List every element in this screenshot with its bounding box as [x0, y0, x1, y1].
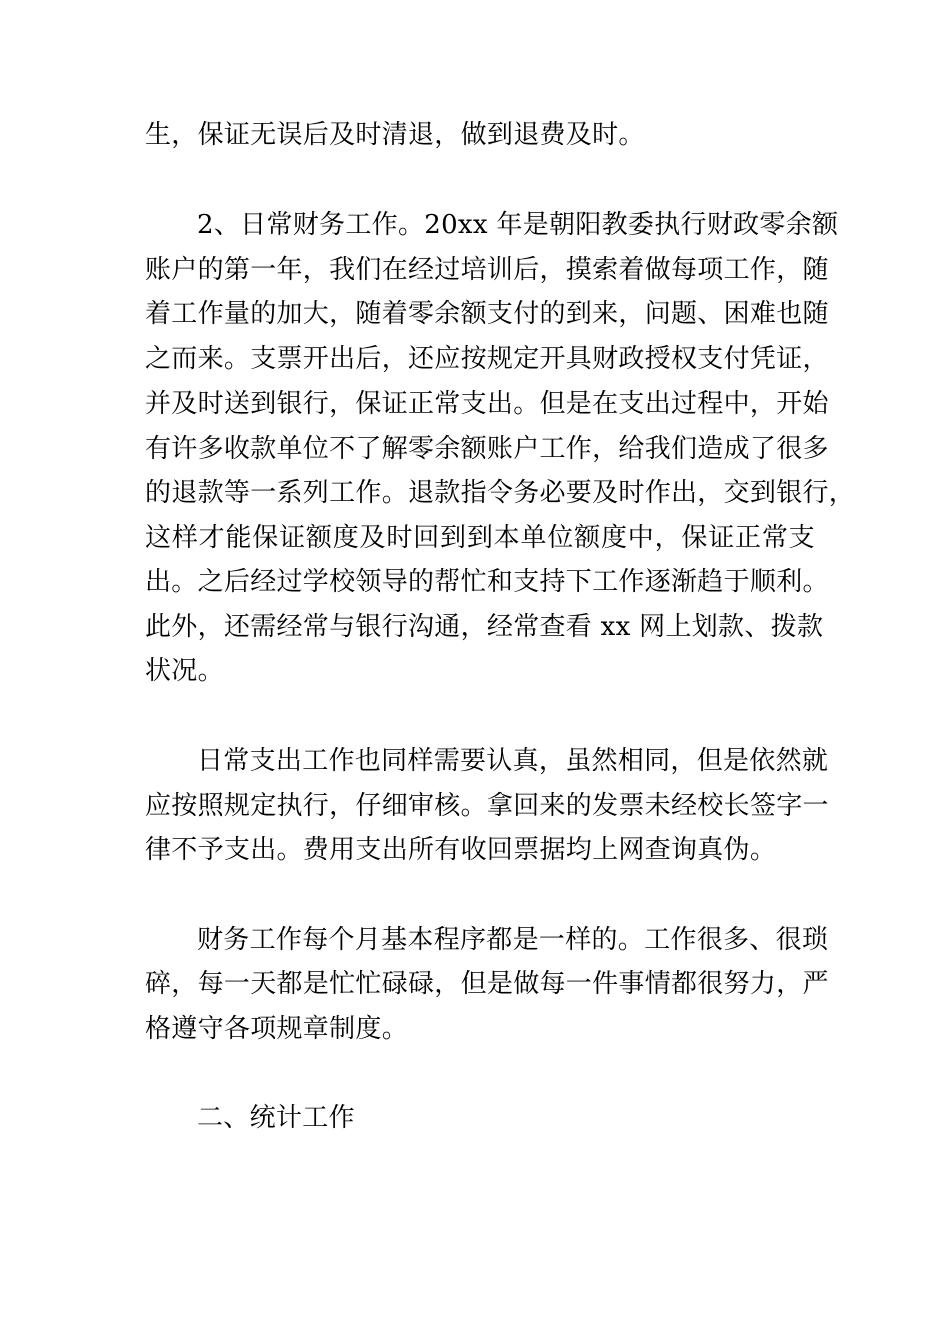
text-line: 格遵守各项规章制度。 — [145, 1014, 409, 1044]
text-line: 着工作量的加大，随着零余额支付的到来，问题、困难也随 — [145, 299, 829, 329]
text-line: 2、日常财务工作。20xx 年是朝阳教委执行财政零余额 — [197, 210, 839, 240]
text-line: 财务工作每个月基本程序都是一样的。工作很多、很琐 — [197, 925, 829, 955]
text-line: 律不予支出。费用支出所有收回票据均上网查询真伪。 — [145, 835, 777, 865]
text-line: 这样才能保证额度及时回到到本单位额度中，保证正常支 — [145, 523, 815, 553]
text-line: 出。之后经过学校领导的帮忙和支持下工作逐渐趋于顺利。 — [145, 567, 829, 597]
text-line: 碎，每一天都是忙忙碌碌，但是做每一件事情都很努力，严 — [145, 969, 829, 999]
text-line: 有许多收款单位不了解零余额账户工作，给我们造成了很多 — [145, 434, 829, 464]
text-line: 状况。 — [145, 656, 224, 686]
text-line: 应按照规定执行，仔细审核。拿回来的发票未经校长签字一 — [145, 791, 829, 821]
text-line: 账户的第一年，我们在经过培训后，摸索着做每项工作，随 — [145, 255, 829, 285]
text-line: 此外，还需经常与银行沟通，经常查看 xx 网上划款、拨款 — [145, 612, 824, 642]
text-line: 生，保证无误后及时清退，做到退费及时。 — [145, 120, 645, 150]
text-line: 日常支出工作也同样需要认真，虽然相同，但是依然就 — [197, 746, 829, 776]
section-heading: 二、统计工作 — [197, 1103, 355, 1133]
text-line: 之而来。支票开出后，还应按规定开具财政授权支付凭证， — [145, 344, 829, 374]
text-line: 并及时送到银行，保证正常支出。但是在支出过程中，开始 — [145, 389, 829, 419]
text-line: 的退款等一系列工作。退款指令务必要及时作出，交到银行， — [145, 478, 856, 508]
